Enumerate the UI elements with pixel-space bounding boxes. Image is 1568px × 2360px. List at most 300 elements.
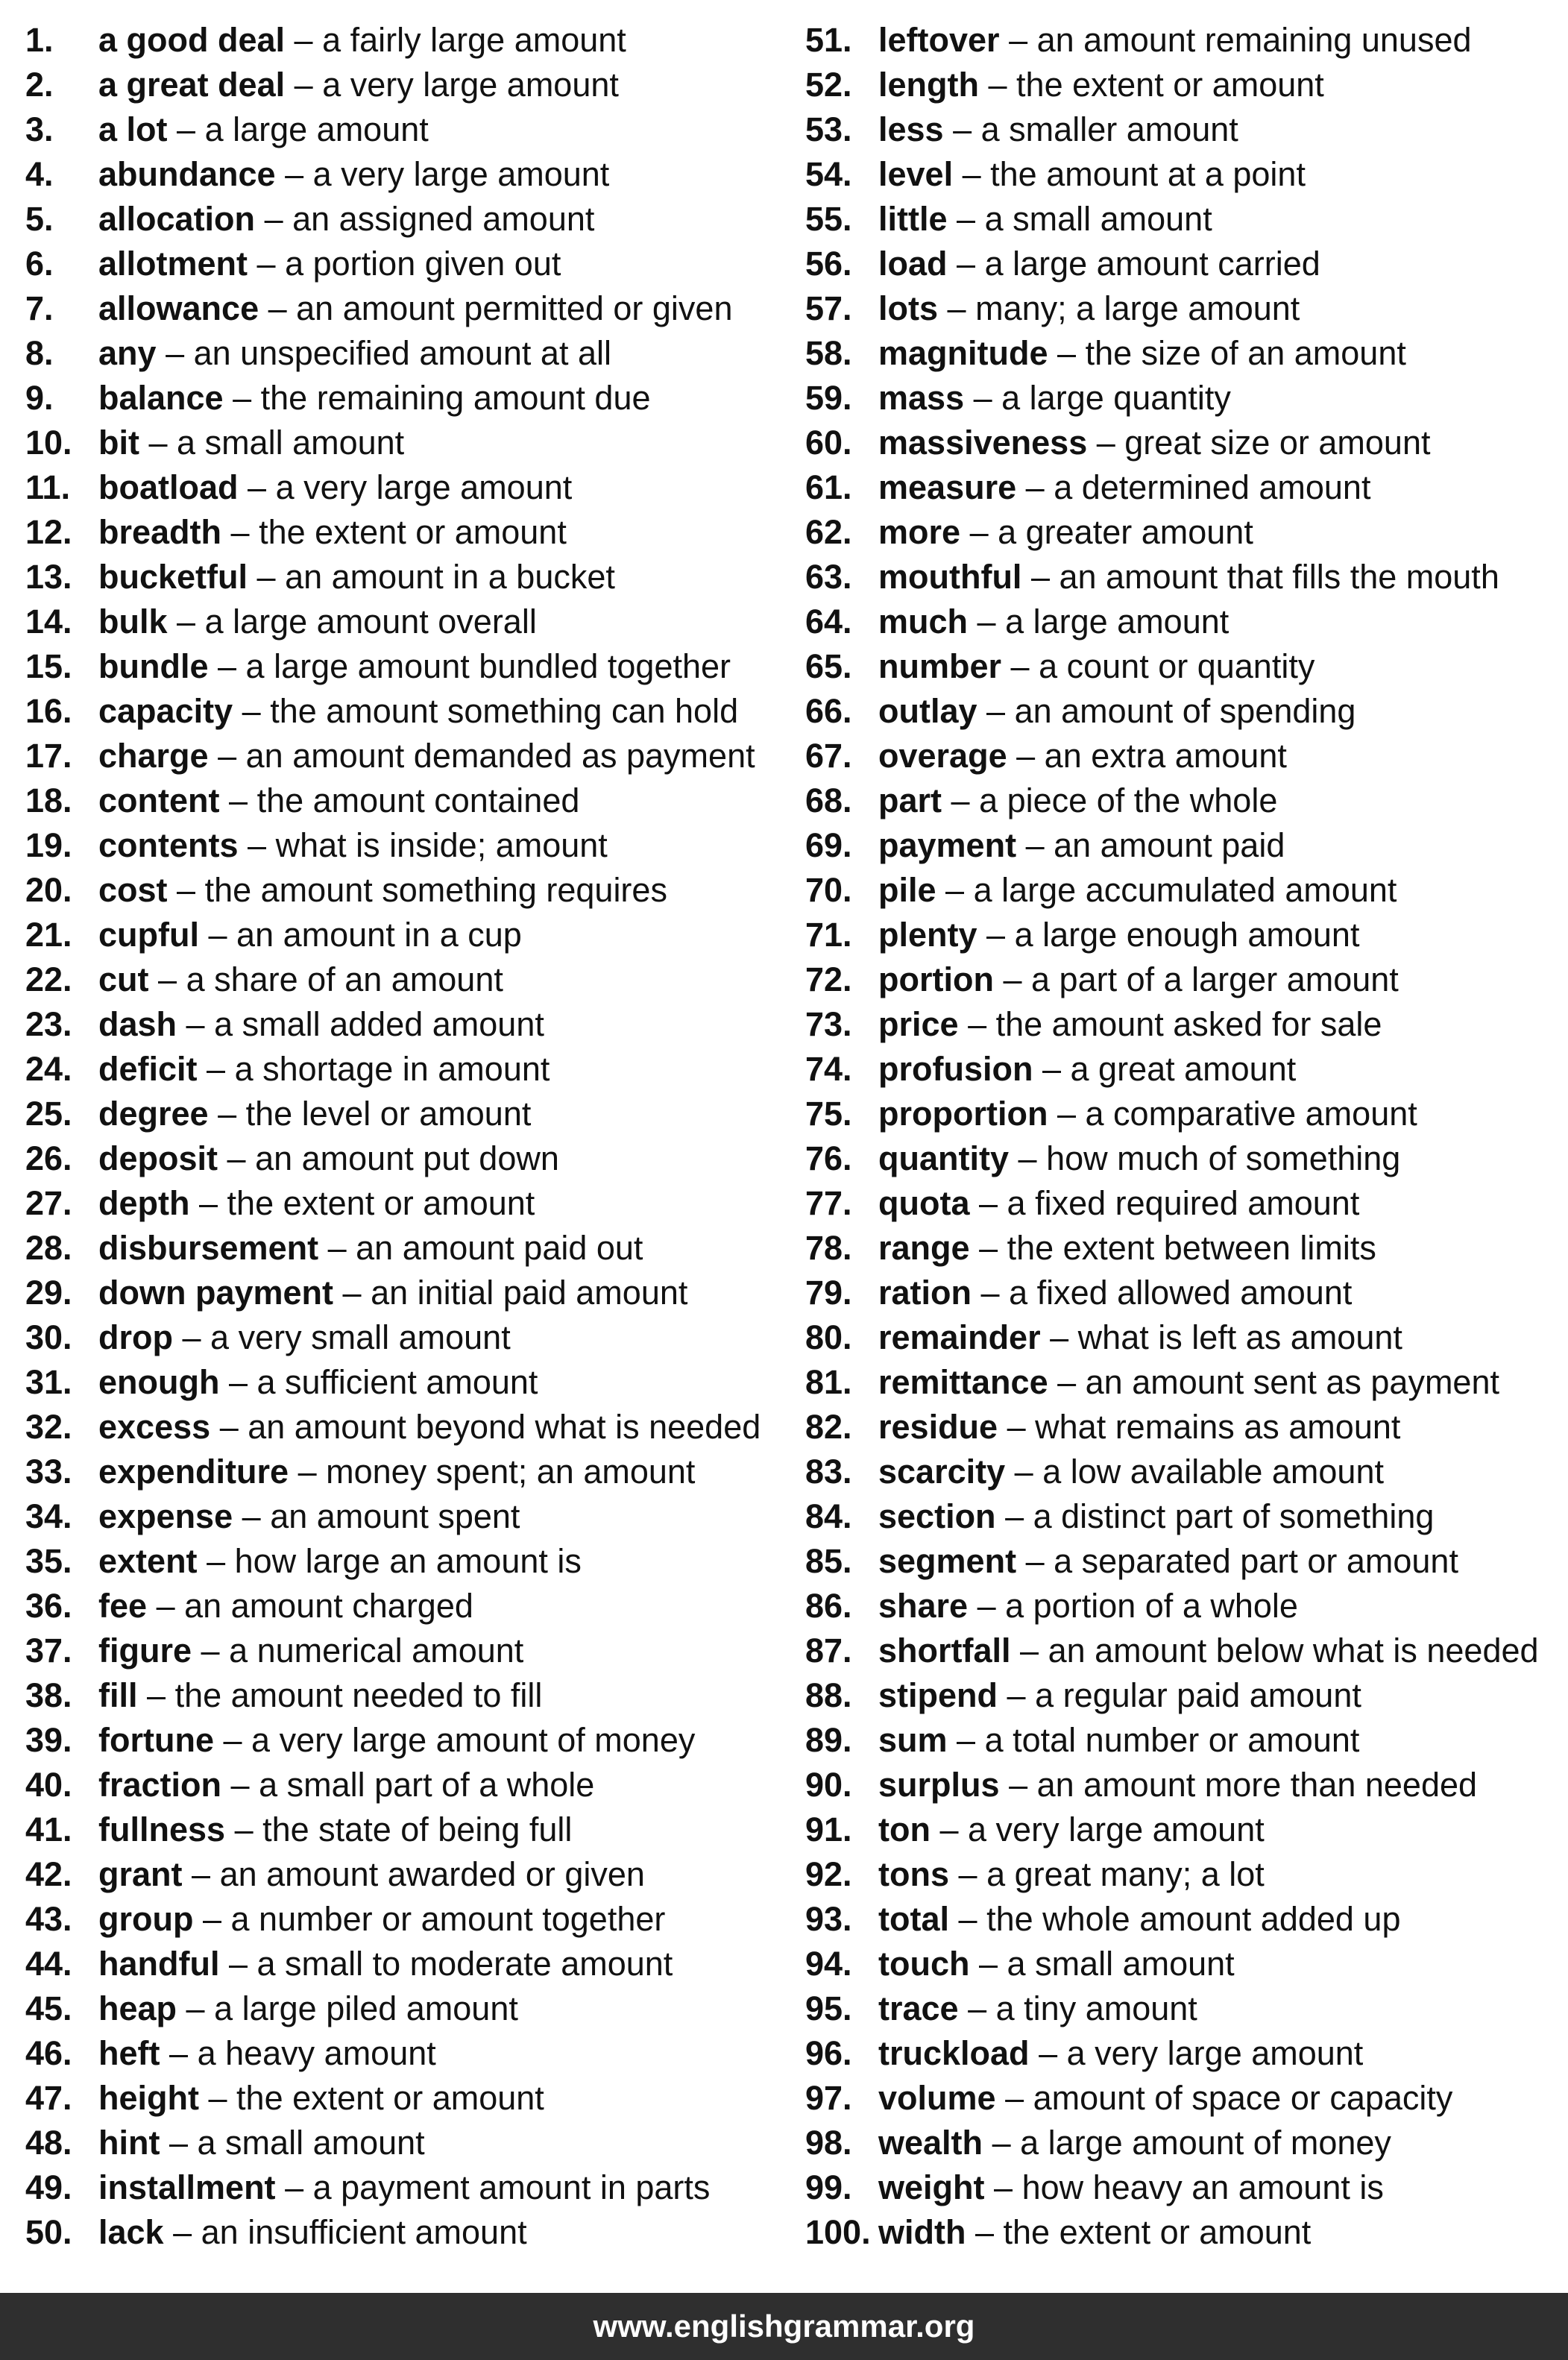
item-separator: –: [223, 1721, 242, 1759]
item-separator: –: [218, 647, 237, 685]
item-term: leftover: [878, 21, 1000, 59]
item-term: bucketful: [98, 558, 248, 596]
item-definition: the amount something can hold: [270, 692, 739, 730]
list-item: [25, 18, 778, 63]
list-item: [25, 197, 778, 242]
item-separator: –: [1016, 737, 1036, 775]
item-term: pile: [878, 871, 936, 909]
item-number: 22.: [25, 960, 72, 998]
item-separator: –: [228, 1363, 248, 1401]
item-term: depth: [98, 1184, 190, 1222]
list-item: [805, 1986, 1558, 2031]
item-separator: –: [227, 1139, 246, 1177]
item-definition: a large amount bundled together: [245, 647, 731, 685]
item-definition: an amount awarded or given: [219, 1855, 645, 1893]
item-separator: –: [1030, 558, 1050, 596]
footer-url[interactable]: www.englishgrammar.org: [593, 2309, 975, 2344]
item-definition: an unspecified amount at all: [193, 334, 611, 372]
item-number: 95.: [805, 1989, 852, 2027]
item-definition: what is left as amount: [1077, 1318, 1402, 1356]
item-separator: –: [1050, 1318, 1069, 1356]
item-definition: a small amount: [177, 424, 405, 462]
item-number: 84.: [805, 1497, 852, 1535]
item-separator: –: [182, 1318, 201, 1356]
item-separator: –: [242, 1497, 261, 1535]
list-item: [25, 1136, 778, 1181]
item-separator: –: [992, 2124, 1011, 2162]
item-number: 88.: [805, 1676, 852, 1714]
item-definition: a very large amount: [312, 155, 610, 193]
item-number: 1.: [25, 21, 54, 59]
item-separator: –: [229, 781, 248, 819]
item-number: 99.: [805, 2168, 852, 2206]
list-item: [25, 1539, 778, 1584]
item-separator: –: [218, 1095, 237, 1133]
item-term: heft: [98, 2034, 160, 2072]
item-definition: a share of an amount: [186, 960, 503, 998]
item-term: volume: [878, 2079, 996, 2117]
item-separator: –: [208, 916, 227, 954]
list-item: [25, 1673, 778, 1718]
item-separator: –: [980, 1274, 1000, 1312]
item-term: touch: [878, 1945, 970, 1983]
item-term: total: [878, 1900, 949, 1938]
list-item: [25, 1450, 778, 1494]
item-term: group: [98, 1900, 194, 1938]
item-separator: –: [156, 1587, 175, 1625]
item-separator: –: [968, 1005, 987, 1043]
list-item: [25, 1360, 778, 1405]
item-definition: a portion given out: [285, 245, 561, 283]
item-number: 65.: [805, 647, 852, 685]
item-definition: an initial paid amount: [371, 1274, 688, 1312]
item-term: massiveness: [878, 424, 1088, 462]
list-item: [805, 18, 1558, 63]
list-item: [805, 1092, 1558, 1136]
item-definition: a small amount: [1007, 1945, 1235, 1983]
item-definition: a small amount: [984, 200, 1212, 238]
list-item: [25, 689, 778, 734]
item-separator: –: [979, 1945, 998, 1983]
list-item: [805, 107, 1558, 152]
item-number: 31.: [25, 1363, 72, 1401]
item-definition: amount of space or capacity: [1033, 2079, 1453, 2117]
item-definition: a regular paid amount: [1035, 1676, 1361, 1714]
item-term: cost: [98, 871, 168, 909]
item-term: extent: [98, 1542, 198, 1580]
item-term: allocation: [98, 200, 256, 238]
item-definition: a large quantity: [1001, 379, 1231, 417]
item-term: fraction: [98, 1766, 222, 1804]
item-term: magnitude: [878, 334, 1048, 372]
item-term: mass: [878, 379, 965, 417]
item-separator: –: [988, 66, 1007, 104]
list-item: [805, 555, 1558, 600]
item-separator: –: [1020, 1631, 1039, 1670]
item-term: allowance: [98, 289, 259, 327]
item-separator: –: [186, 1005, 205, 1043]
item-number: 85.: [805, 1542, 852, 1580]
item-term: remainder: [878, 1318, 1041, 1356]
item-separator: –: [242, 692, 261, 730]
item-term: range: [878, 1229, 970, 1267]
list-item: [805, 1942, 1558, 1986]
item-number: 53.: [805, 110, 852, 148]
item-definition: how large an amount is: [234, 1542, 582, 1580]
list-item: [25, 1763, 778, 1807]
item-number: 3.: [25, 110, 54, 148]
item-separator: –: [147, 1676, 166, 1714]
item-definition: what is inside; amount: [275, 826, 608, 864]
list-item: [805, 1315, 1558, 1360]
list-item: [805, 1271, 1558, 1315]
item-term: hint: [98, 2124, 160, 2162]
item-definition: an amount in a bucket: [285, 558, 615, 596]
item-term: mouthful: [878, 558, 1022, 596]
list-item: [805, 376, 1558, 421]
list-item: [25, 1807, 778, 1852]
list-item: [805, 421, 1558, 465]
item-number: 38.: [25, 1676, 72, 1714]
list-item: [25, 600, 778, 644]
list-item: [805, 242, 1558, 286]
item-separator: –: [977, 1587, 996, 1625]
list-item: [805, 1584, 1558, 1629]
item-term: profusion: [878, 1050, 1033, 1088]
item-term: handful: [98, 1945, 220, 1983]
item-separator: –: [1039, 2034, 1058, 2072]
item-term: boatload: [98, 468, 239, 506]
item-separator: –: [208, 2079, 227, 2117]
item-definition: a smaller amount: [980, 110, 1238, 148]
list-item: [805, 644, 1558, 689]
item-definition: a numerical amount: [229, 1631, 524, 1670]
item-separator: –: [158, 960, 177, 998]
list-item: [25, 1494, 778, 1539]
item-number: 37.: [25, 1631, 72, 1670]
item-separator: –: [957, 200, 976, 238]
item-term: a great deal: [98, 66, 286, 104]
list-item: [25, 1852, 778, 1897]
item-separator: –: [973, 379, 992, 417]
item-number: 69.: [805, 826, 852, 864]
item-separator: –: [962, 155, 981, 193]
item-term: ration: [878, 1274, 972, 1312]
item-term: figure: [98, 1631, 192, 1670]
item-number: 64.: [805, 602, 852, 641]
item-number: 42.: [25, 1855, 72, 1893]
item-definition: a piece of the whole: [979, 781, 1278, 819]
item-separator: –: [1042, 1050, 1062, 1088]
item-number: 86.: [805, 1587, 852, 1625]
item-term: stipend: [878, 1676, 998, 1714]
item-separator: –: [264, 200, 283, 238]
item-number: 23.: [25, 1005, 72, 1043]
item-separator: –: [1025, 468, 1045, 506]
item-term: degree: [98, 1095, 209, 1133]
item-number: 80.: [805, 1318, 852, 1356]
item-separator: –: [285, 2168, 304, 2206]
list-item: [25, 868, 778, 913]
item-separator: –: [1003, 960, 1022, 998]
item-definition: the extent or amount: [227, 1184, 535, 1222]
item-number: 55.: [805, 200, 852, 238]
item-definition: the amount contained: [256, 781, 580, 819]
item-term: any: [98, 334, 157, 372]
item-number: 51.: [805, 21, 852, 59]
item-definition: a large piled amount: [214, 1989, 518, 2027]
list-item: [25, 107, 778, 152]
item-number: 73.: [805, 1005, 852, 1043]
item-separator: –: [947, 289, 966, 327]
list-item: [805, 1763, 1558, 1807]
item-definition: an amount permitted or given: [296, 289, 733, 327]
list-item: [805, 2210, 1558, 2255]
item-term: installment: [98, 2168, 276, 2206]
item-definition: a total number or amount: [984, 1721, 1360, 1759]
item-separator: –: [218, 737, 237, 775]
item-number: 43.: [25, 1900, 72, 1938]
item-definition: the extent or amount: [236, 2079, 544, 2117]
list-item: [25, 2031, 778, 2076]
item-separator: –: [342, 1274, 362, 1312]
list-item: [25, 242, 778, 286]
item-definition: the amount at a point: [990, 155, 1306, 193]
list-item: [25, 465, 778, 510]
list-item: [805, 1629, 1558, 1673]
item-separator: –: [207, 1542, 226, 1580]
list-item: [805, 1047, 1558, 1092]
item-separator: –: [1057, 1095, 1076, 1133]
list-item: [805, 1539, 1558, 1584]
item-definition: a sufficient amount: [256, 1363, 538, 1401]
item-definition: a large amount: [1005, 602, 1229, 641]
item-definition: an insufficient amount: [201, 2213, 527, 2251]
item-number: 54.: [805, 155, 852, 193]
item-term: breadth: [98, 513, 222, 551]
item-term: weight: [878, 2168, 985, 2206]
item-separator: –: [199, 1184, 218, 1222]
item-separator: –: [994, 2168, 1013, 2206]
list-item: [25, 778, 778, 823]
item-term: tons: [878, 1855, 949, 1893]
item-number: 96.: [805, 2034, 852, 2072]
item-definition: a very large amount: [322, 66, 619, 104]
item-term: number: [878, 647, 1002, 685]
item-term: sum: [878, 1721, 948, 1759]
item-separator: –: [248, 468, 267, 506]
item-term: surplus: [878, 1766, 1000, 1804]
item-number: 6.: [25, 245, 54, 283]
item-number: 75.: [805, 1095, 852, 1133]
item-number: 15.: [25, 647, 72, 685]
item-term: abundance: [98, 155, 276, 193]
item-number: 62.: [805, 513, 852, 551]
list-item: [25, 63, 778, 107]
item-term: section: [878, 1497, 996, 1535]
item-separator: –: [230, 1766, 250, 1804]
item-number: 70.: [805, 871, 852, 909]
list-item: [25, 1584, 778, 1629]
item-number: 72.: [805, 960, 852, 998]
item-definition: how much of something: [1046, 1139, 1401, 1177]
item-number: 71.: [805, 916, 852, 954]
item-separator: –: [327, 1229, 347, 1267]
list-item: [25, 1718, 778, 1763]
item-term: bundle: [98, 647, 209, 685]
item-definition: a very large amount: [1066, 2034, 1364, 2072]
item-term: a lot: [98, 110, 168, 148]
item-separator: –: [201, 1631, 220, 1670]
item-definition: an amount below what is needed: [1048, 1631, 1539, 1670]
item-term: cupful: [98, 916, 199, 954]
item-definition: the extent or amount: [259, 513, 567, 551]
item-definition: money spent; an amount: [326, 1453, 696, 1491]
item-number: 4.: [25, 155, 54, 193]
item-number: 41.: [25, 1810, 72, 1848]
item-term: load: [878, 245, 948, 283]
item-term: scarcity: [878, 1453, 1006, 1491]
item-number: 77.: [805, 1184, 852, 1222]
item-number: 13.: [25, 558, 72, 596]
list-item: [805, 1673, 1558, 1718]
list-item: [25, 1047, 778, 1092]
item-separator: –: [285, 155, 304, 193]
item-definition: a great amount: [1070, 1050, 1297, 1088]
item-number: 76.: [805, 1139, 852, 1177]
list-item: [25, 2165, 778, 2210]
item-term: dash: [98, 1005, 177, 1043]
item-separator: –: [294, 21, 313, 59]
list-item: [25, 555, 778, 600]
list-item: [805, 2121, 1558, 2165]
list-item: [805, 286, 1558, 331]
item-definition: the size of an amount: [1085, 334, 1406, 372]
item-separator: –: [1025, 1542, 1045, 1580]
item-term: share: [878, 1587, 969, 1625]
item-number: 44.: [25, 1945, 72, 1983]
item-term: less: [878, 110, 944, 148]
item-separator: –: [202, 1900, 222, 1938]
item-definition: a great many; a lot: [986, 1855, 1265, 1893]
item-number: 30.: [25, 1318, 72, 1356]
item-separator: –: [979, 1184, 998, 1222]
item-term: wealth: [878, 2124, 983, 2162]
item-number: 47.: [25, 2079, 72, 2117]
item-number: 90.: [805, 1766, 852, 1804]
item-number: 26.: [25, 1139, 72, 1177]
item-term: proportion: [878, 1095, 1048, 1133]
item-separator: –: [945, 871, 965, 909]
item-definition: an extra amount: [1044, 737, 1287, 775]
item-number: 5.: [25, 200, 54, 238]
item-term: cut: [98, 960, 149, 998]
item-term: capacity: [98, 692, 233, 730]
item-definition: a shortage in amount: [234, 1050, 550, 1088]
item-number: 24.: [25, 1050, 72, 1088]
item-number: 33.: [25, 1453, 72, 1491]
item-term: a good deal: [98, 21, 286, 59]
list-item: [805, 63, 1558, 107]
item-definition: the extent or amount: [1016, 66, 1324, 104]
list-item: [25, 734, 778, 778]
item-separator: –: [169, 2034, 189, 2072]
item-term: charge: [98, 737, 209, 775]
item-number: 29.: [25, 1274, 72, 1312]
item-number: 36.: [25, 1587, 72, 1625]
item-term: truckload: [878, 2034, 1030, 2072]
item-definition: the extent between limits: [1007, 1229, 1376, 1267]
item-definition: a large amount of money: [1020, 2124, 1391, 2162]
item-number: 68.: [805, 781, 852, 819]
list-item: [25, 1181, 778, 1226]
item-number: 94.: [805, 1945, 852, 1983]
item-definition: a portion of a whole: [1005, 1587, 1298, 1625]
item-separator: –: [975, 2213, 995, 2251]
item-number: 46.: [25, 2034, 72, 2072]
item-number: 93.: [805, 1900, 852, 1938]
item-number: 60.: [805, 424, 852, 462]
item-term: quota: [878, 1184, 970, 1222]
item-separator: –: [219, 1408, 239, 1446]
item-separator: –: [958, 1855, 977, 1893]
item-number: 92.: [805, 1855, 852, 1893]
item-term: measure: [878, 468, 1017, 506]
item-definition: a count or quantity: [1039, 647, 1315, 685]
item-term: more: [878, 513, 961, 551]
list-item: [805, 1450, 1558, 1494]
item-definition: a comparative amount: [1085, 1095, 1417, 1133]
item-number: 25.: [25, 1095, 72, 1133]
item-number: 91.: [805, 1810, 852, 1848]
item-separator: –: [1025, 826, 1045, 864]
item-separator: –: [294, 66, 313, 104]
list-item: [805, 689, 1558, 734]
item-separator: –: [234, 1810, 254, 1848]
item-number: 48.: [25, 2124, 72, 2162]
list-item: [25, 152, 778, 197]
list-item: [805, 868, 1558, 913]
item-number: 8.: [25, 334, 54, 372]
list-item: [805, 600, 1558, 644]
item-number: 18.: [25, 781, 72, 819]
item-separator: –: [1057, 1363, 1077, 1401]
item-term: bit: [98, 424, 139, 462]
item-term: excess: [98, 1408, 211, 1446]
list-item: [25, 1315, 778, 1360]
item-number: 11.: [25, 468, 71, 506]
item-number: 45.: [25, 1989, 72, 2027]
item-definition: a large enough amount: [1014, 916, 1360, 954]
list-item: [25, 2210, 778, 2255]
item-term: drop: [98, 1318, 173, 1356]
item-definition: a fixed required amount: [1007, 1184, 1360, 1222]
item-separator: –: [173, 2213, 192, 2251]
item-separator: –: [207, 1050, 226, 1088]
list-item: [805, 1897, 1558, 1942]
item-number: 52.: [805, 66, 852, 104]
item-separator: –: [297, 1453, 317, 1491]
item-number: 79.: [805, 1274, 852, 1312]
item-term: expenditure: [98, 1453, 289, 1491]
item-term: enough: [98, 1363, 220, 1401]
list-item: [805, 1360, 1558, 1405]
list-item: [805, 2076, 1558, 2121]
item-separator: –: [1005, 2079, 1024, 2117]
list-item: [805, 1807, 1558, 1852]
item-separator: –: [248, 826, 267, 864]
item-term: overage: [878, 737, 1007, 775]
